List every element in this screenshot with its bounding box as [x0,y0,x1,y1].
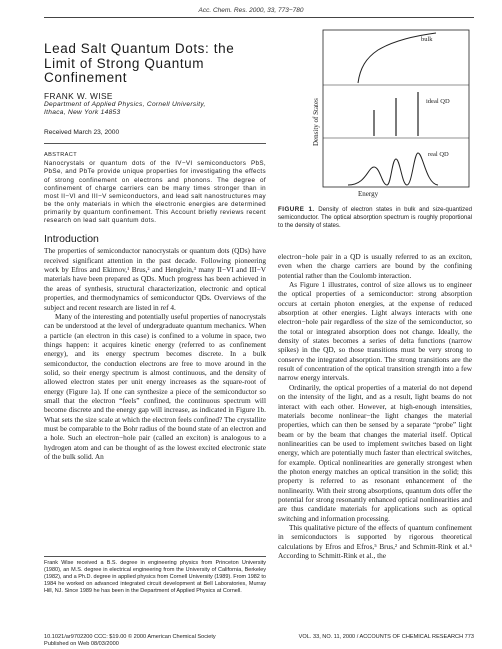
caption-label: FIGURE 1. [278,206,315,213]
figure-caption [278,206,472,230]
header-rule [44,17,474,18]
bulk-label: bulk [421,36,433,43]
article-title: Lead Salt Quantum Dots: the Limit of Strong Quantum Confinement [44,41,235,85]
body-paragraph: This qualitative picture of the effects of quantum confinement in semiconductors is supported by rigorous theoretical calculations by Efros and Efros,⁵ Brus,² and Schmitt-Rink et al.⁶ According to Schmitt-Rink et al., the [278,522,472,560]
abstract-rule [44,143,266,144]
journal-issue-page: VOL. 33, NO. 11, 2000 / ACCOUNTS OF CHEMICAL RESEARCH 773 [298,634,474,640]
real-qd-curve [348,153,438,185]
doi-line: 10.1021/ar9702200 CCC: $19.00 © 2000 American Chemical Society [44,634,216,640]
body-paragraph: The properties of semiconductor nanocrystals or quantum dots (QDs) have received significant attention in the past decade. Following pioneering work by Efros and Ekimov,¹ Brus,² and Henglein,³ many II−VI and III−V materials have been prepared as QDs. Much progress has been achieved in the areas of synthesis, structural characterization, electronic and optical properties, and thermodynamics of semiconductor QDs. Overviews of the subject and recent research are listed in ref 4. [44,246,266,312]
abstract-heading: ABSTRACT [44,152,78,158]
abstract-text: Nanocrystals or quantum dots of the IV−VI semiconductors PbS, PbSe, and PbTe provide unique properties for investigating the effects of strong confinement on electrons and phonons. The degree of confinement of charge carriers can be many times stronger than in most II−VI and III−V semiconductors, and lead salt nanostructures may be the only materials in which the electronic energies are determined primarily by quantum confinement. This Account briefly reviews recent research on lead salt quantum dots. [44,160,266,224]
body-paragraph: As Figure 1 illustrates, control of size allows us to engineer the optical properties of a semiconductor: strong absorption occurs at certain photon energies, at the expense of reduced absorption at other energies. Light always interacts with one electron−hole pair regardless of the size of the semiconductor, so the total or integrated absorption does not change. Ideally, the density of states becomes a series of delta functions (narrow spikes) in the QD, so those transitions must be very strong to conserve the integrated absorption. The strong transitions are the result of concentration of the optical transition strength into a few narrow energy intervals. [278,280,472,383]
left-column [44,28,266,461]
author-bio: Frank Wise received a B.S. degree in engineering physics from Princeton University (1980), an M.S. degree in electrical engineering from the University of California, Berkeley (1982), and a Ph.D. degree in applied physics from Cornell University (1989). From 1982 to 1984 he worked on advanced integrated circuit development at Bell Laboratories, Murray Hill, NJ. Since 1989 he has been in the Department of Applied Physics at Cornell. [44,556,266,595]
right-column [278,252,472,560]
received-date: Received March 23, 2000 [44,128,120,136]
x-axis-label: Energy [358,190,379,198]
ideal-qd-label: ideal QD [426,98,450,105]
body-paragraph: electron−hole pair in a QD is usually referred to as an exciton, even when the charge carriers are bound by the confining potential rather than the Coulomb interaction. [278,252,472,280]
body-paragraph: Many of the interesting and potentially useful properties of nanocrystals can be understood at the level of undergraduate quantum mechanics. When a particle (an electron in this case) is confined to a volume in space, two things happen: it acquires kinetic energy (referred to as confinement energy), and its energy spectrum becomes discrete. In a bulk semiconductor, the conduction electrons are free to move around in the solid, so their energy spectrum is almost continuous, and the density of allowed electron states per unit energy increases as the square-root of energy (Figure 1a). If one can synthesize a piece of the semiconductor so small that the electron “feels” confined, the continuous spectrum will become discrete and the energy gap will increase, as indicated in Figure 1b. What sets the size scale at which the electron feels confined? The crystallite must be comparable to the Bohr radius of the bound state of an electron and a hole. Such an electron−hole pair (called an exciton) is analogous to a hydrogen atom and can be thought of as the lowest excited electronic state of the bulk solid. An [44,311,266,461]
real-qd-label: real QD [428,151,449,158]
affiliation-line-2: Ithaca, New York 14853 [44,109,121,117]
caption-text: Density of electron states in bulk and size-quantized semiconductor. The optical absorption spectrum is roughly proportional to the density of states. [278,206,472,229]
author-name: FRANK W. WISE [44,90,113,101]
density-of-states-plot [278,28,472,198]
introduction-heading: Introduction [44,233,99,246]
web-publish-date: Published on Web 08/03/2000 [44,641,119,647]
body-paragraph: Ordinarily, the optical properties of a material do not depend on the intensity of the light, and as a result, light beams do not interact with each other. However, at high-enough intensities, materials become nonlinear−the light changes the material properties, which can then be sensed by a separate “probe” light beam or by the beam that changes the material itself. Optical nonlinearities can be used to implement switches based on light energy, which are potentially much faster than electrical switches, for example. Optical nonlinearities are generally strongest when the photon energy matches an optical transition in the solid; this property is referred to as resonant enhancement of the nonlinearity. With their strong absorptions, quantum dots offer the potential for strong resonantly enhanced optical nonlinearities and are thus candidate materials for applications such as optical switching and information processing. [278,382,472,523]
affiliation-line-1: Department of Applied Physics, Cornell University, [44,100,206,108]
figure-1 [278,28,472,198]
running-head: Acc. Chem. Res. 2000, 33, 773−780 [198,7,304,14]
y-axis-label: Density of States [312,98,320,146]
